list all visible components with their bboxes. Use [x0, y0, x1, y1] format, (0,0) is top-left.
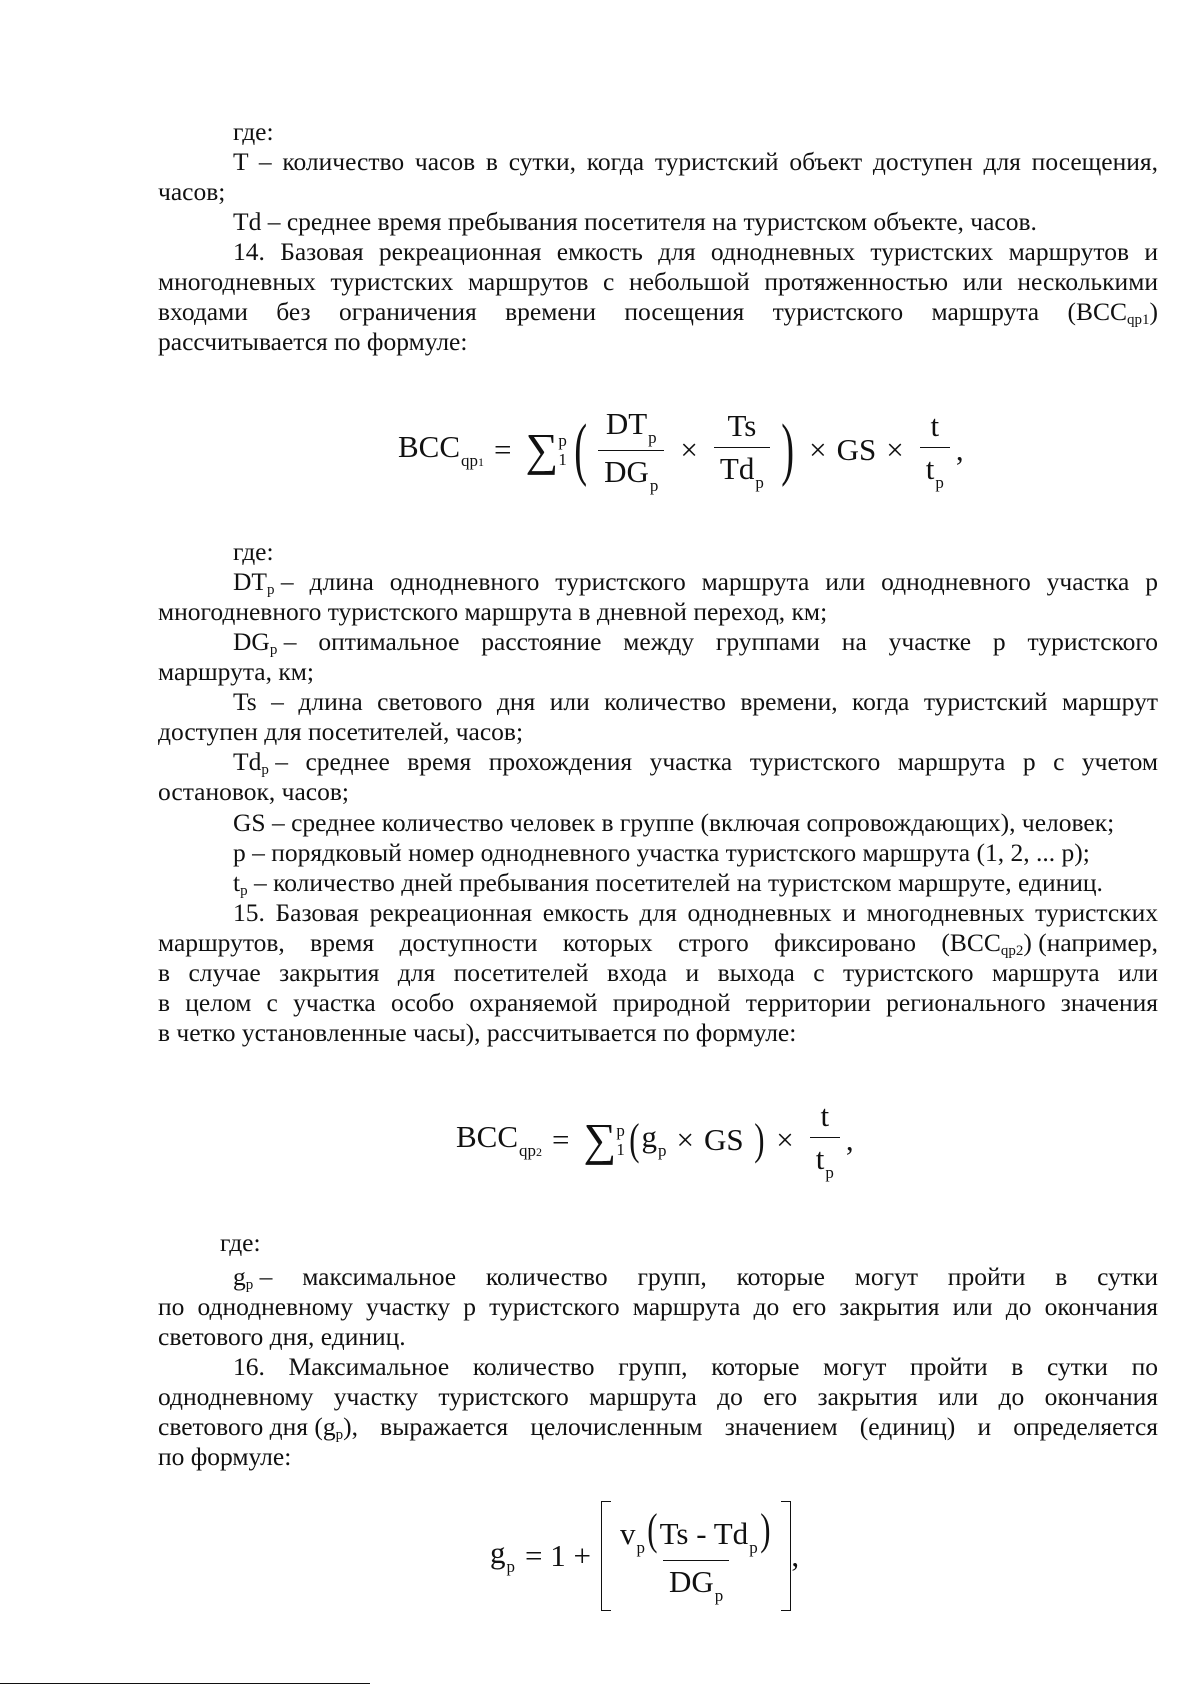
formula-bcc-qp1: [398, 400, 964, 500]
DTp-symbol: $DT_p$: [233, 567, 275, 598]
definition-Td: Td – среднее время пребывания посетителя на туристском объекте, часов.: [233, 207, 1037, 236]
formula2-lhs: $BCC_{qp2}$: [456, 1118, 543, 1160]
formula2-g: $g_p$: [641, 1119, 667, 1161]
formula2-eq: =: [552, 1121, 570, 1157]
Tdp-text: – среднее время прохождения участка туристского маршрута p с учетом: [275, 747, 1158, 776]
formula1-times1: ×: [680, 431, 698, 467]
paragraph-16-line2: однодневному участку туристского маршрута до его закрытия или до окончания: [158, 1382, 1158, 1411]
formula1-paren-open: (: [574, 411, 587, 488]
formula1-lhs: $BCC_{qp1}$: [398, 428, 485, 470]
formula3-lhs: $g_p$: [490, 1535, 515, 1577]
paragraph-14-line1: 14. Базовая рекреационная емкость для однодневных туристских маршрутов и: [233, 237, 1158, 266]
formula2-paren-close: ): [753, 1115, 765, 1164]
formula1-times2: ×: [809, 431, 827, 467]
formula1-frac-t-tp: $\frac{t}{t_p}$: [920, 408, 950, 492]
formula3-comma: ,: [791, 1537, 800, 1573]
definition-DGp-cont: маршрута, км;: [158, 657, 314, 686]
bcc-qp1-close: ): [1149, 297, 1158, 326]
p15-l2-end: ) (например,: [1023, 928, 1158, 957]
tp-symbol: $t_p$: [233, 868, 248, 899]
formula1-comma: ,: [955, 431, 964, 467]
formula2-times2: ×: [776, 1121, 794, 1157]
definition-Ts: Ts – длина светового дня или количество времени, когда туристский маршрут: [233, 687, 1158, 716]
formula2-times1: ×: [676, 1121, 694, 1157]
paragraph-14-line3-text: входами без ограничения времени посещения туристского маршрута (BCC: [158, 297, 1127, 326]
paragraph-16-line1: 16. Максимальное количество групп, которые могут пройти в сутки по: [233, 1352, 1158, 1381]
formula1-times3: ×: [886, 431, 904, 467]
definition-DGp: [233, 627, 1158, 658]
where-label-2: где:: [233, 537, 274, 566]
formula1-frac-dt-dg: $\frac{DT_p}{DG_p}$: [598, 406, 664, 495]
definition-DTp-cont: многодневного туристского маршрута в дневной переход, км;: [158, 597, 828, 626]
formula2-gs: GS: [703, 1121, 744, 1157]
paragraph-14-line3: [158, 297, 1158, 328]
formula2-comma: ,: [845, 1121, 854, 1157]
paragraph-16-line4: по формуле:: [158, 1442, 292, 1471]
formula1-paren-close: ): [781, 411, 794, 488]
formula1-gs: GS: [836, 431, 877, 467]
bcc-qp2-sub: qp2: [1000, 943, 1024, 959]
formula3-floor-brackets: [601, 1501, 791, 1611]
formula2-frac-t-tp: $\frac{t}{t_p}$: [810, 1098, 840, 1182]
definition-T: T – количество часов в сутки, когда туристский объект доступен для посещения,: [233, 147, 1158, 176]
paragraph-15-line5: в четко установленные часы), рассчитывается по формуле:: [158, 1018, 797, 1047]
definition-Ts-cont: доступен для посетителей, часов;: [158, 717, 524, 746]
formula1-frac-ts-td: $\frac{Ts}{Td_p}$: [714, 408, 770, 492]
paragraph-16-line3: [158, 1412, 1158, 1443]
formula1-sigma: ∑: [525, 424, 559, 475]
definition-T-cont: часов;: [158, 177, 226, 206]
footnote-divider: [0, 1683, 370, 1684]
p16-l3-a: светового дня (g: [158, 1412, 336, 1441]
where-label: где:: [233, 117, 274, 146]
where-label-3: где:: [220, 1228, 261, 1257]
gp-symbol: $g_p$: [233, 1262, 254, 1293]
definition-gp: [233, 1262, 1158, 1293]
paragraph-15-line3: в случае закрытия для посетителей входа и выхода с туристского маршрута или: [158, 958, 1158, 987]
p16-l3-b: ), выражается целочисленным значением (единиц) и определяется: [343, 1412, 1158, 1441]
formula2-paren-open: (: [629, 1115, 640, 1164]
p15-l2-text: маршрутов, время доступности которых строго фиксировано (BCC: [158, 928, 1001, 957]
DGp-text: – оптимальное расстояние между группами на участке p туристского: [283, 627, 1158, 656]
paragraph-15-line1: 15. Базовая рекреационная емкость для однодневных и многодневных туристских: [233, 898, 1158, 927]
tp-text: – количество дней пребывания посетителей на туристском маршруте, единиц.: [253, 868, 1103, 897]
definition-p: p – порядковый номер однодневного участка туристского маршрута (1, 2, ... p);: [233, 838, 1090, 867]
definition-Tdp-cont: остановок, часов;: [158, 777, 349, 806]
paragraph-14-line4: рассчитывается по формуле:: [158, 327, 468, 356]
gp-text: – максимальное количество групп, которые могут пройти в сутки: [259, 1262, 1158, 1291]
definition-gp-cont1: по однодневному участку p туристского маршрута до его закрытия или до окончания: [158, 1292, 1158, 1321]
formula2-limits: p 1: [616, 1121, 625, 1159]
bcc-qp1-sub: qp1: [1127, 312, 1150, 328]
DTp-text: – длина однодневного туристского маршрута или однодневного участка p: [280, 567, 1158, 596]
Tdp-symbol: $Td_p$: [233, 747, 269, 778]
paragraph-15-line4: в целом с участка особо охраняемой природной территории регионального значения: [158, 988, 1158, 1017]
p16-l3-sub: p: [335, 1427, 344, 1443]
definition-Tdp: [233, 747, 1158, 778]
definition-gp-cont2: светового дня, единиц.: [158, 1322, 406, 1351]
formula1-limits: p 1: [558, 431, 567, 469]
formula2-sigma: ∑: [583, 1114, 617, 1165]
formula1-eq: =: [494, 431, 512, 467]
paragraph-14-line2: многодневных туристских маршрутов с небольшой протяженностью или несколькими: [158, 267, 1158, 296]
definition-GS: GS – среднее количество человек в группе (включая сопровождающих), человек;: [233, 808, 1115, 837]
formula-bcc-qp2: [456, 1090, 854, 1190]
definition-DTp: [233, 567, 1158, 598]
DGp-symbol: $DG_p$: [233, 627, 278, 658]
definition-tp: [233, 868, 1158, 899]
formula-gp: [490, 1496, 799, 1616]
paragraph-15-line2: [158, 928, 1158, 959]
formula3-eq: = 1 +: [525, 1537, 591, 1573]
formula3-frac: $\frac{v_p(Ts - Td_p)}{DG_p}$: [619, 1504, 771, 1605]
